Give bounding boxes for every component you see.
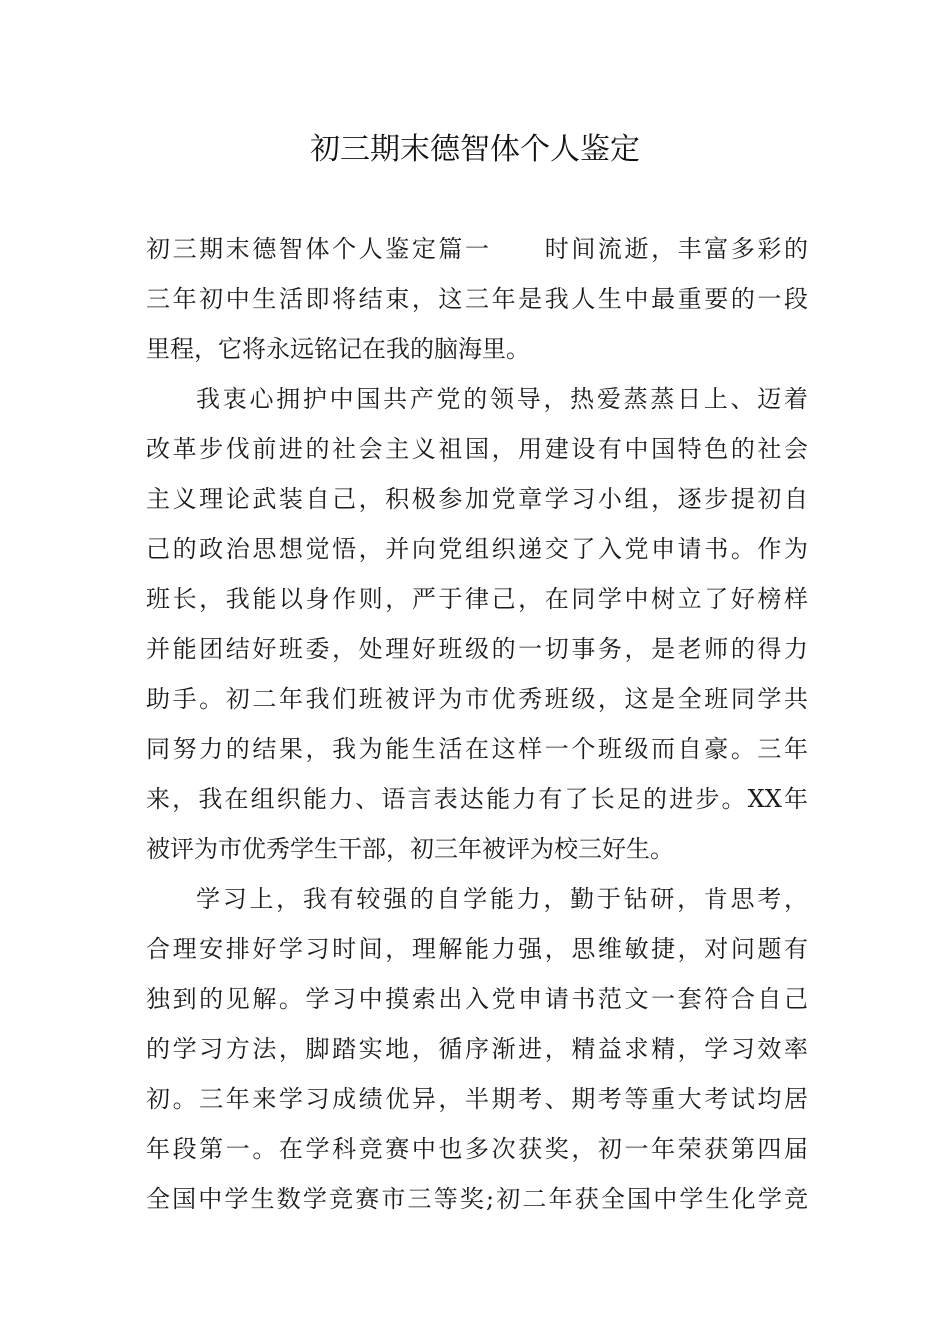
text-line: 初三期末德智体个人鉴定篇一 时间流逝，丰富多彩的 bbox=[146, 235, 808, 263]
text-line: 来，我在组织能力、语言表达能力有了长足的进步。XX年 bbox=[146, 785, 808, 813]
document-body bbox=[146, 224, 808, 1224]
text-line: 同努力的结果，我为能生活在这样一个班级而自豪。三年 bbox=[146, 735, 808, 763]
text-line: 三年初中生活即将结束，这三年是我人生中最重要的一段 bbox=[146, 285, 808, 313]
text-line: 合理安排好学习时间，理解能力强，思维敏捷，对问题有 bbox=[146, 935, 808, 963]
text-line: 并能团结好班委，处理好班级的一切事务，是老师的得力 bbox=[146, 635, 808, 663]
text-line: 年段第一。在学科竞赛中也多次获奖，初一年荣获第四届 bbox=[146, 1135, 808, 1163]
text-line: 己的政治思想觉悟，并向党组织递交了入党申请书。作为 bbox=[146, 535, 808, 563]
document-title: 初三期末德智体个人鉴定 bbox=[310, 132, 640, 167]
text-line: 我衷心拥护中国共产党的领导，热爱蒸蒸日上、迈着 bbox=[196, 385, 808, 413]
text-line: 里程，它将永远铭记在我的脑海里。 bbox=[146, 335, 530, 363]
text-line: 的学习方法，脚踏实地，循序渐进，精益求精，学习效率 bbox=[146, 1035, 808, 1063]
text-line: 全国中学生数学竞赛市三等奖;初二年获全国中学生化学竞 bbox=[146, 1185, 808, 1213]
text-line: 主义理论武装自己，积极参加党章学习小组，逐步提初自 bbox=[146, 485, 808, 513]
text-line: 助手。初二年我们班被评为市优秀班级，这是全班同学共 bbox=[146, 685, 808, 713]
text-line: 学习上，我有较强的自学能力，勤于钻研，肯思考， bbox=[196, 885, 808, 913]
text-line: 被评为市优秀学生干部，初三年被评为校三好生。 bbox=[146, 835, 674, 863]
text-line: 班长，我能以身作则，严于律己，在同学中树立了好榜样 bbox=[146, 585, 808, 613]
text-line: 改革步伐前进的社会主义祖国，用建设有中国特色的社会 bbox=[146, 435, 808, 463]
text-line: 独到的见解。学习中摸索出入党申请书范文一套符合自己 bbox=[146, 985, 808, 1013]
text-line: 初。三年来学习成绩优异，半期考、期考等重大考试均居 bbox=[146, 1085, 808, 1113]
